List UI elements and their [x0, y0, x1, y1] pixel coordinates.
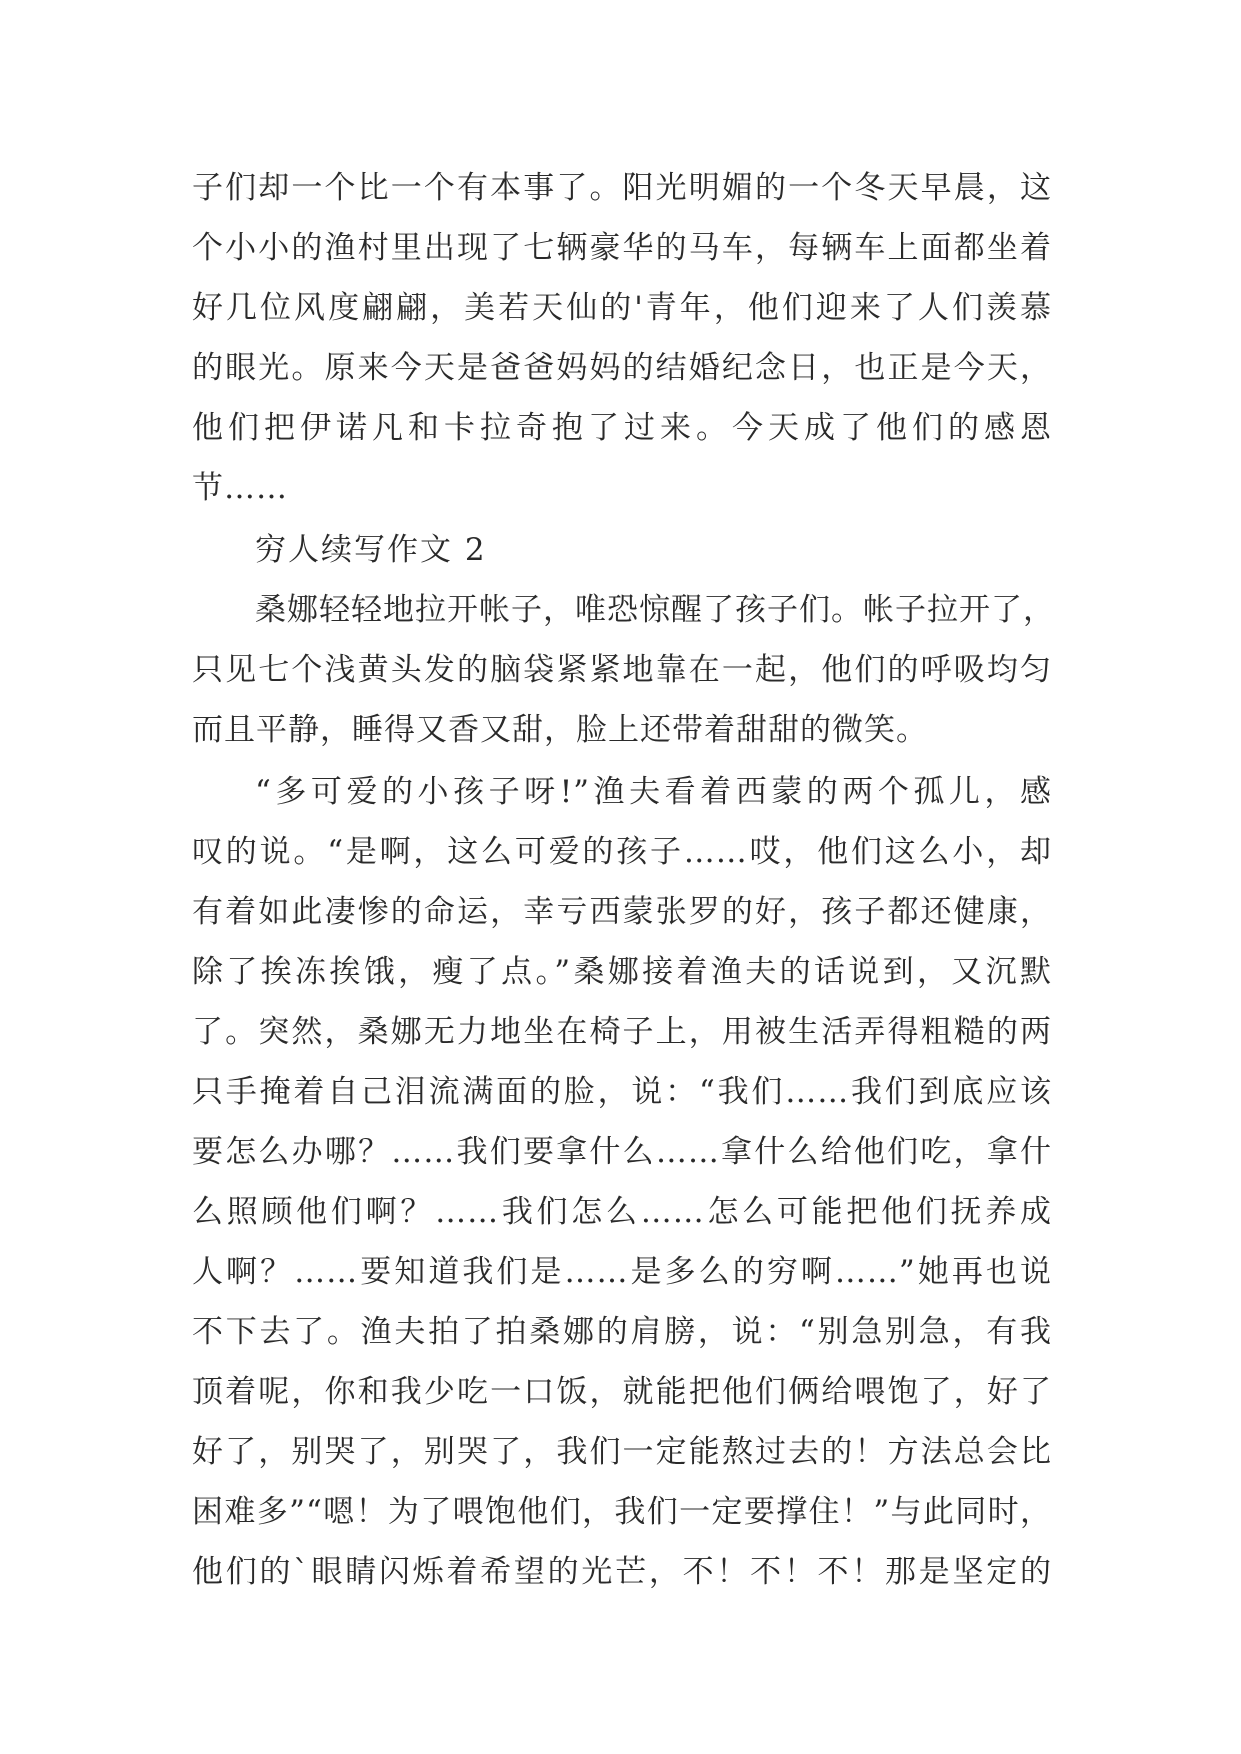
text-line: 困难多”“嗯！为了喂饱他们，我们一定要撑住！”与此同时，	[192, 1494, 1052, 1530]
text-line: 要怎么办哪？……我们要拿什么……拿什么给他们吃，拿什	[192, 1134, 1052, 1170]
text-line: 顶着呢，你和我少吃一口饭，就能把他们俩给喂饱了，好了	[192, 1374, 1052, 1410]
text-line: 桑娜轻轻地拉开帐子，唯恐惊醒了孩子们。帐子拉开了，	[255, 592, 1055, 628]
text-line: 了。突然，桑娜无力地坐在椅子上，用被生活弄得粗糙的两	[192, 1014, 1052, 1050]
text-line: 他们的`眼睛闪烁着希望的光芒，不！不！不！那是坚定的	[192, 1554, 1052, 1590]
text-line: 除了挨冻挨饿，瘦了点。”桑娜接着渔夫的话说到，又沉默	[192, 954, 1052, 990]
section-heading: 穷人续写作文 2	[255, 532, 487, 568]
text-line: 叹的说。“是啊，这么可爱的孩子……哎，他们这么小，却	[192, 834, 1052, 870]
text-line: 节……	[192, 470, 288, 506]
text-line: “多可爱的小孩子呀!”渔夫看着西蒙的两个孤儿，感	[255, 774, 1052, 810]
text-line: 个小小的渔村里出现了七辆豪华的马车，每辆车上面都坐着	[192, 230, 1052, 266]
text-line: 好了，别哭了，别哭了，我们一定能熬过去的！方法总会比	[192, 1434, 1052, 1470]
text-line: 不下去了。渔夫拍了拍桑娜的肩膀，说：“别急别急，有我	[192, 1314, 1052, 1350]
text-line: 他们把伊诺凡和卡拉奇抱了过来。今天成了他们的感恩	[192, 410, 1052, 446]
text-line: 而且平静，睡得又香又甜，脸上还带着甜甜的微笑。	[192, 712, 928, 748]
text-line: 的眼光。原来今天是爸爸妈妈的结婚纪念日，也正是今天，	[192, 350, 1052, 386]
text-line: 只见七个浅黄头发的脑袋紧紧地靠在一起，他们的呼吸均匀	[192, 652, 1052, 688]
text-line: 么照顾他们啊？……我们怎么……怎么可能把他们抚养成	[192, 1194, 1052, 1230]
text-line: 只手掩着自己泪流满面的脸，说：“我们……我们到底应该	[192, 1074, 1052, 1110]
text-line: 有着如此凄惨的命运，幸亏西蒙张罗的好，孩子都还健康，	[192, 894, 1052, 930]
text-line: 人啊？……要知道我们是……是多么的穷啊……”她再也说	[192, 1254, 1052, 1290]
text-line: 子们却一个比一个有本事了。阳光明媚的一个冬天早晨，这	[192, 170, 1052, 206]
text-line: 好几位风度翩翩，美若天仙的'青年，他们迎来了人们羡慕	[192, 290, 1052, 326]
